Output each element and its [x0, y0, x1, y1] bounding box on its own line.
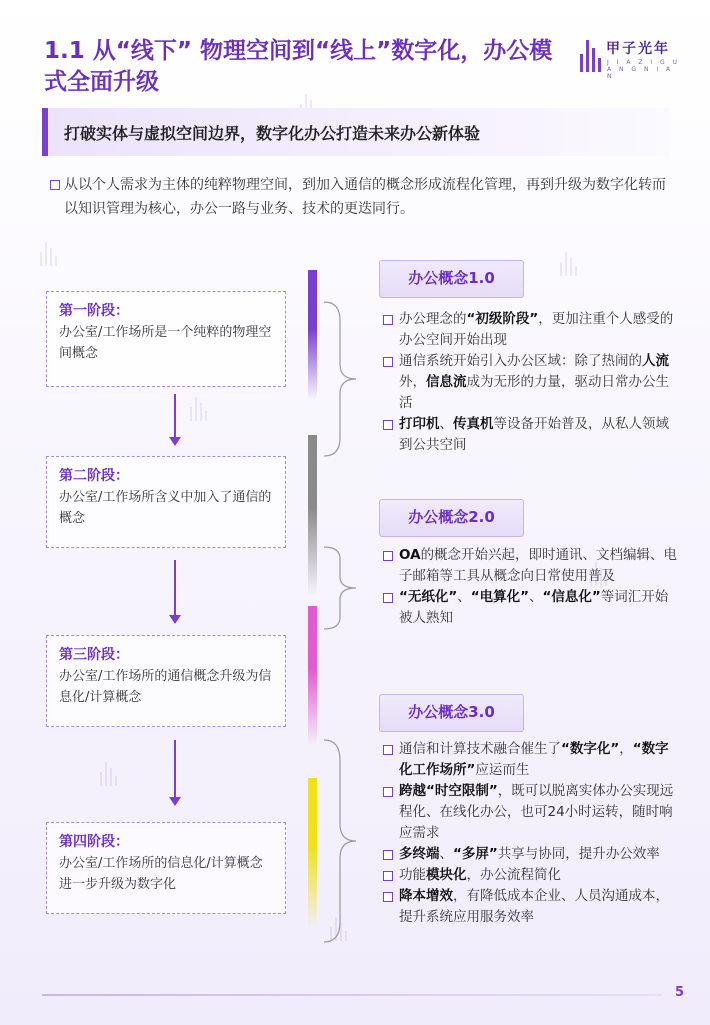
- stage-text: 办公室/工作场所的通信概念升级为信息化/计算概念: [59, 669, 272, 705]
- bullet-square-icon: [383, 871, 393, 881]
- list-item: “无纸化”、“电算化”、“信息化”等词汇开始被人熟知: [383, 587, 678, 629]
- stage-label: 第三阶段：: [59, 647, 129, 663]
- list-item: 打印机、传真机等设备开始普及，从私人领域到公共空间: [383, 414, 678, 456]
- bullet-square-icon: [383, 315, 393, 325]
- stage-bar-1: [308, 270, 317, 400]
- footer-divider: [42, 994, 662, 996]
- bullet-square-icon: [383, 551, 393, 561]
- intro-text: 从以个人需求为主体的纯粹物理空间，到加入通信的概念形成流程化管理，再到升级为数字化转而以知识管理为核心，办公一路与业务、技术的更迭同行。: [64, 177, 666, 217]
- bullet-square-icon: [383, 593, 393, 603]
- stage-box-3: [46, 635, 286, 727]
- bullet-square-icon: [383, 357, 393, 367]
- concept-title-3: 办公概念3.0: [379, 694, 524, 732]
- down-arrow-icon: [174, 394, 176, 444]
- stage-text: 办公室/工作场所是一个纯粹的物理空间概念: [59, 325, 272, 361]
- brand-logo: [580, 36, 681, 80]
- down-arrow-icon: [174, 560, 176, 622]
- stage-box-2: [46, 456, 286, 548]
- bullet-square-icon: [383, 850, 393, 860]
- bullet-square-icon: [383, 892, 393, 902]
- bullet-square-icon: [383, 745, 393, 755]
- list-item: OA的概念开始兴起，即时通讯、文档编辑、电子邮箱等工具从概念向日常使用普及: [383, 545, 678, 587]
- list-item: 通信系统开始引入办公区域：除了热闹的人流外，信息流成为无形的力量，驱动日常办公生活: [383, 351, 678, 414]
- stage-label: 第二阶段：: [59, 468, 129, 484]
- logo-subtitle: J I A Z I G U A N G N I A N: [607, 59, 681, 80]
- logo-bars-icon: [580, 38, 602, 72]
- concept-3-bullets: [383, 739, 678, 928]
- down-arrow-icon: [174, 740, 176, 804]
- stage-bar-4: [308, 778, 317, 928]
- stage-bar-2: [308, 435, 317, 595]
- bullet-square-icon: [383, 420, 393, 430]
- brace-1-icon: [322, 300, 362, 458]
- intro-paragraph: [48, 173, 678, 221]
- logo-name: 甲子光年: [606, 41, 670, 57]
- list-item: 通信和计算技术融合催生了“数字化”，“数字化工作场所”应运而生: [383, 739, 678, 781]
- section-subheading: [42, 108, 670, 156]
- concept-title-1: 办公概念1.0: [379, 260, 524, 298]
- page-title: 1.1 从“线下” 物理空间到“线上”数字化，办公模式全面升级: [44, 38, 553, 95]
- list-item: 功能模块化，办公流程简化: [383, 865, 678, 886]
- concept-2-bullets: [383, 545, 678, 629]
- bullet-square-icon: [383, 787, 393, 797]
- bullet-square-icon: [50, 180, 60, 190]
- list-item: 跨越“时空限制”，既可以脱离实体办公实现远程化、在线化办公，也可24小时运转，随时响应需求: [383, 781, 678, 844]
- stage-label: 第四阶段：: [59, 834, 129, 850]
- brace-2-icon: [322, 545, 362, 631]
- stage-text: 办公室/工作场所含义中加入了通信的概念: [59, 490, 272, 526]
- subheading-text: 打破实体与虚拟空间边界，数字化办公打造未来办公新体验: [64, 124, 481, 143]
- stage-box-1: [46, 291, 286, 387]
- stage-label: 第一阶段：: [59, 303, 129, 319]
- list-item: 办公理念的“初级阶段”，更加注重个人感受的办公空间开始出现: [383, 309, 678, 351]
- stage-text: 办公室/工作场所的信息化/计算概念进一步升级为数字化: [59, 856, 263, 892]
- stage-box-4: [46, 822, 286, 914]
- page-number: 5: [675, 985, 685, 1000]
- concept-1-bullets: [383, 309, 678, 456]
- list-item: 降本增效，有降低成本企业、人员沟通成本，提升系统应用服务效率: [383, 886, 678, 928]
- brace-3-icon: [322, 738, 362, 944]
- list-item: 多终端、“多屏”共享与协同，提升办公效率: [383, 844, 678, 865]
- stage-bar-3: [308, 606, 317, 746]
- concept-title-2: 办公概念2.0: [379, 499, 524, 537]
